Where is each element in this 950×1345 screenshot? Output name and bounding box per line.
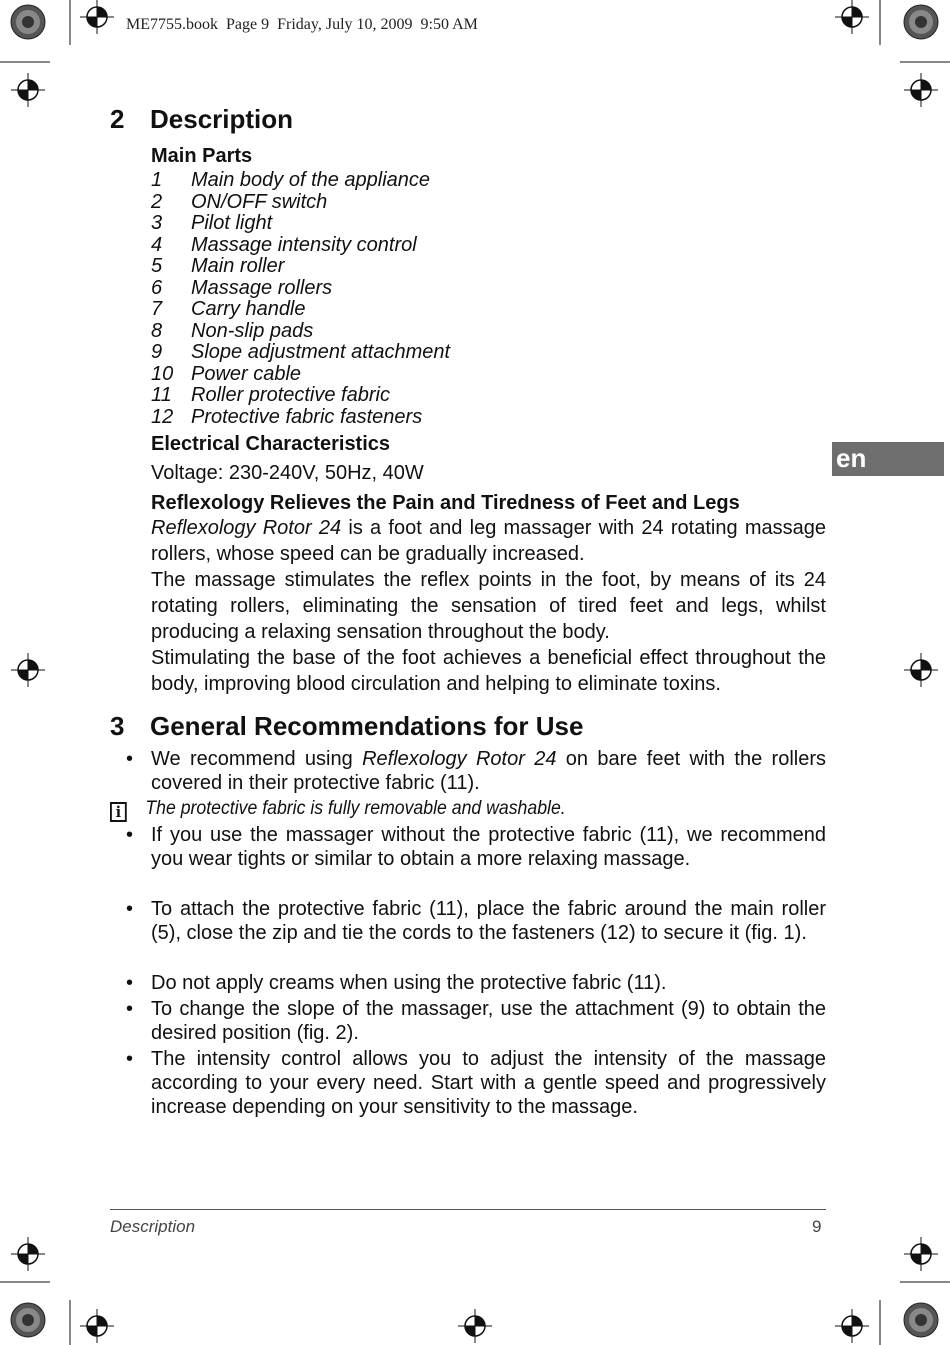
bullet-text: To attach the protective fabric (11), place the fabric around the main roller (5), close the zip and tie the cords to the fasteners (12) to secure it (fig. 1). bbox=[151, 898, 826, 944]
section-title: Description bbox=[150, 104, 294, 134]
section-number: 3 bbox=[110, 711, 125, 741]
paragraph: The massage stimulates the reflex points in the foot, by means of its 24 rotating rollers, eliminating the sensation of tired feet and legs, whilst producing a relaxing sensation throughout the body. bbox=[151, 569, 826, 643]
part-label: Main roller bbox=[191, 255, 285, 277]
section-title: General Recommendations for Use bbox=[150, 711, 584, 741]
starburst-icon bbox=[904, 5, 938, 39]
list-item bbox=[151, 278, 450, 300]
bullet: • bbox=[126, 748, 134, 770]
list-item bbox=[151, 385, 450, 407]
bullet: • bbox=[126, 998, 134, 1020]
part-number: 8 bbox=[151, 319, 163, 342]
starburst-icon bbox=[11, 1303, 45, 1337]
bullet-text: We recommend using bbox=[151, 748, 363, 770]
list-item bbox=[151, 364, 450, 386]
bullet: • bbox=[126, 824, 134, 846]
part-number: 4 bbox=[151, 233, 163, 256]
reflexology-heading: Reflexology Relieves the Pain and Tiredness of Feet and Legs bbox=[151, 492, 740, 514]
crosshair-icon bbox=[835, 1309, 869, 1343]
part-label: Roller protective fabric bbox=[191, 384, 390, 406]
part-number: 9 bbox=[151, 341, 163, 363]
book-header: ME7755.book Page 9 Friday, July 10, 2009 9:50 AM bbox=[126, 16, 478, 33]
part-label: Massage rollers bbox=[191, 276, 333, 299]
parts-list bbox=[151, 170, 450, 428]
list-item bbox=[151, 299, 450, 321]
bullet-text: The intensity control allows you to adjust the intensity of the massage according to your every need. Start with a gentle speed and progressively increase depending on your sensitivity to the massage. bbox=[151, 1048, 826, 1118]
section-2-heading bbox=[110, 104, 293, 135]
info-icon: i bbox=[110, 802, 127, 822]
list-item bbox=[110, 747, 826, 795]
list-item bbox=[110, 997, 826, 1045]
section-3-heading bbox=[110, 711, 583, 742]
crosshair-icon bbox=[11, 653, 45, 687]
list-item bbox=[110, 971, 826, 995]
crosshair-icon bbox=[835, 0, 869, 34]
part-label: Carry handle bbox=[191, 298, 306, 320]
bullet: • bbox=[126, 972, 134, 994]
list-item bbox=[151, 256, 450, 278]
part-label: Main body of the appliance bbox=[191, 169, 431, 191]
list-item bbox=[151, 235, 450, 257]
bullet-text: Do not apply creams when using the protective fabric (11). bbox=[151, 972, 667, 994]
part-label: Pilot light bbox=[191, 212, 273, 234]
part-number: 7 bbox=[151, 298, 163, 320]
part-number: 3 bbox=[151, 212, 163, 234]
note-text: The protective fabric is fully removable and washable. bbox=[145, 798, 566, 819]
part-number: 1 bbox=[151, 169, 163, 191]
main-parts-heading: Main Parts bbox=[151, 145, 253, 167]
page-number: 9 bbox=[812, 1217, 822, 1236]
part-label: Protective fabric fasteners bbox=[191, 405, 423, 428]
list-item bbox=[151, 192, 450, 214]
bullet-text: To change the slope of the massager, use the attachment (9) to obtain the desired position (fig. 2). bbox=[151, 998, 826, 1044]
part-label: Power cable bbox=[191, 362, 302, 385]
product-name: Reflexology Rotor 24 bbox=[151, 517, 342, 539]
list-item bbox=[151, 407, 450, 429]
crosshair-icon bbox=[80, 0, 114, 34]
part-number: 2 bbox=[151, 190, 163, 213]
bullet-text: on bare feet with the rollers covered in their protective fabric (11). bbox=[151, 748, 826, 794]
info-note bbox=[110, 798, 776, 822]
part-number: 10 bbox=[151, 362, 174, 385]
crosshair-icon bbox=[904, 73, 938, 107]
list-item bbox=[151, 170, 450, 192]
section-number: 2 bbox=[110, 104, 125, 134]
part-number: 11 bbox=[151, 384, 172, 406]
crosshair-icon bbox=[11, 1237, 45, 1271]
footer-divider bbox=[110, 1209, 826, 1210]
footer-section: Description bbox=[110, 1217, 196, 1236]
bullet: • bbox=[126, 898, 134, 920]
part-number: 5 bbox=[151, 255, 163, 277]
bullet: • bbox=[126, 1048, 134, 1070]
list-item bbox=[151, 321, 450, 343]
crosshair-icon bbox=[458, 1309, 492, 1343]
list-item bbox=[110, 823, 826, 871]
crosshair-icon bbox=[11, 73, 45, 107]
crosshair-icon bbox=[904, 1237, 938, 1271]
paragraph-text: is a foot and leg massager with 24 rotating massage rollers, whose speed can be gradually increased. bbox=[151, 517, 826, 565]
part-label: Non-slip pads bbox=[191, 319, 314, 342]
list-item bbox=[151, 213, 450, 235]
paragraph: Stimulating the base of the foot achieves a beneficial effect throughout the body, improving blood circulation and helping to eliminate toxins. bbox=[151, 647, 826, 695]
part-number: 12 bbox=[151, 405, 174, 428]
starburst-icon bbox=[11, 5, 45, 39]
list-item bbox=[110, 1047, 826, 1119]
bullet-text: If you use the massager without the protective fabric (11), we recommend you wear tights or similar to obtain a more relaxing massage. bbox=[151, 824, 826, 870]
part-label: ON/OFF switch bbox=[191, 190, 328, 213]
paragraph bbox=[151, 515, 826, 567]
crosshair-icon bbox=[80, 1309, 114, 1343]
starburst-icon bbox=[904, 1303, 938, 1337]
part-label: Slope adjustment attachment bbox=[191, 341, 451, 363]
part-number: 6 bbox=[151, 276, 163, 299]
voltage-text: Voltage: 230-240V, 50Hz, 40W bbox=[151, 462, 424, 484]
electrical-heading: Electrical Characteristics bbox=[151, 433, 391, 455]
list-item bbox=[151, 342, 450, 364]
crosshair-icon bbox=[904, 653, 938, 687]
product-name: Reflexology Rotor 24 bbox=[362, 748, 557, 770]
language-tab: en bbox=[832, 442, 944, 476]
part-label: Massage intensity control bbox=[191, 233, 417, 256]
list-item bbox=[110, 897, 826, 945]
